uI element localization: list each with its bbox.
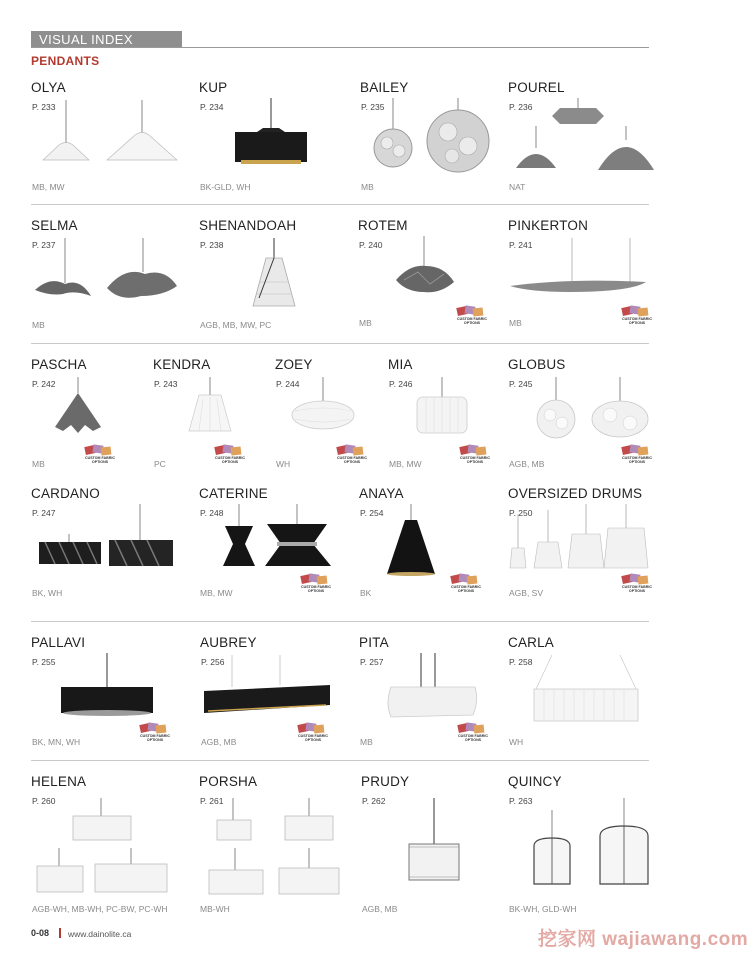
custom-fabric-swatch: CUSTOM FABRIC OPTIONS [456, 723, 490, 745]
custom-fabric-swatch: CUSTOM FABRIC OPTIONS [299, 574, 333, 596]
row-divider [31, 343, 649, 344]
page-number: 0-08 [31, 928, 50, 938]
section-title: PENDANTS [31, 54, 100, 68]
product-image [532, 655, 640, 725]
product-name: PASCHA [31, 357, 87, 372]
product-name: HELENA [31, 774, 87, 789]
product-finishes: WH [276, 459, 291, 469]
product-page: P. 243 [154, 379, 178, 389]
product-image [396, 236, 456, 306]
custom-fabric-swatch: CUSTOM FABRIC OPTIONS [455, 306, 489, 328]
product-page: P. 247 [32, 508, 56, 518]
product-finishes: MB, MW [32, 182, 65, 192]
product-page: P. 260 [32, 796, 56, 806]
product-finishes: BK-GLD, WH [200, 182, 251, 192]
product-image [185, 377, 235, 437]
row-divider [31, 760, 649, 761]
product-page: P. 254 [360, 508, 384, 518]
footer-url[interactable]: www.dainolite.ca [68, 929, 132, 939]
product-page: P. 241 [509, 240, 533, 250]
product-finishes: PC [154, 459, 166, 469]
product-page: P. 234 [200, 102, 224, 112]
product-finishes: MB [32, 320, 45, 330]
product-image [508, 504, 653, 574]
product-page: P. 257 [360, 657, 384, 667]
product-name: ZOEY [275, 357, 313, 372]
product-name: OLYA [31, 80, 66, 95]
product-image [516, 98, 651, 173]
product-name: CARLA [508, 635, 555, 650]
product-finishes: BK-WH, GLD-WH [509, 904, 577, 914]
footer-separator [59, 928, 61, 938]
custom-fabric-swatch: CUSTOM FABRIC OPTIONS [83, 445, 117, 467]
product-name: SELMA [31, 218, 78, 233]
product-page: P. 235 [361, 102, 385, 112]
product-finishes: BK, MN, WH [32, 737, 81, 747]
product-finishes: BK, WH [32, 588, 63, 598]
product-finishes: MB [509, 318, 522, 328]
watermark: 挖家网 wajiawang.com [538, 929, 749, 950]
product-finishes: MB [359, 318, 372, 328]
product-finishes: AGB, MB, MW, PC [200, 320, 272, 330]
product-page: P. 255 [32, 657, 56, 667]
product-name: SHENANDOAH [199, 218, 297, 233]
product-image [221, 504, 336, 569]
product-page: P. 237 [32, 240, 56, 250]
product-page: P. 238 [200, 240, 224, 250]
product-page: P. 242 [32, 379, 56, 389]
custom-fabric-swatch: CUSTOM FABRIC OPTIONS [138, 723, 172, 745]
product-page: P. 246 [389, 379, 413, 389]
product-finishes: MB [360, 737, 373, 747]
product-image [35, 798, 170, 898]
product-name: KENDRA [153, 357, 211, 372]
row-divider [31, 621, 649, 622]
product-finishes: AGB, MB [509, 459, 545, 469]
product-name: OVERSIZED DRUMS [508, 486, 643, 501]
product-image [407, 798, 463, 888]
row-divider [31, 204, 649, 205]
product-image [528, 798, 653, 888]
product-page: P. 261 [200, 796, 224, 806]
product-image [372, 98, 492, 173]
product-image [37, 504, 187, 569]
product-page: P. 245 [509, 379, 533, 389]
product-page: P. 240 [359, 240, 383, 250]
product-name: QUINCY [508, 774, 562, 789]
product-name: ROTEM [358, 218, 408, 233]
product-page: P. 263 [509, 796, 533, 806]
product-image [534, 377, 654, 437]
product-image [61, 653, 153, 723]
product-page: P. 233 [32, 102, 56, 112]
custom-fabric-swatch: CUSTOM FABRIC OPTIONS [458, 445, 492, 467]
product-name: PALLAVI [31, 635, 86, 650]
product-finishes: MB [32, 459, 45, 469]
product-name: ANAYA [359, 486, 404, 501]
product-finishes: AGB, MB [201, 737, 237, 747]
product-page: P. 244 [276, 379, 300, 389]
product-name: GLOBUS [508, 357, 566, 372]
product-finishes: AGB-WH, MB-WH, PC-BW, PC-WH [32, 904, 168, 914]
product-finishes: AGB, SV [509, 588, 544, 598]
custom-fabric-swatch: CUSTOM FABRIC OPTIONS [620, 574, 654, 596]
product-image [291, 377, 355, 437]
product-image [53, 377, 103, 437]
product-image [385, 504, 437, 579]
product-name: AUBREY [200, 635, 257, 650]
product-image [39, 100, 189, 170]
product-image [510, 238, 650, 298]
product-name: CARDANO [31, 486, 100, 501]
product-name: PITA [359, 635, 389, 650]
product-finishes: NAT [509, 182, 526, 192]
product-page: P. 256 [201, 657, 225, 667]
custom-fabric-swatch: CUSTOM FABRIC OPTIONS [335, 445, 369, 467]
product-image [387, 653, 479, 723]
product-name: PRUDY [361, 774, 410, 789]
product-page: P. 262 [362, 796, 386, 806]
header-rule [31, 47, 649, 48]
product-name: MIA [388, 357, 413, 372]
product-image [235, 98, 307, 168]
custom-fabric-swatch: CUSTOM FABRIC OPTIONS [449, 574, 483, 596]
product-image [35, 238, 180, 308]
product-image [204, 655, 332, 717]
product-finishes: MB-WH [200, 904, 230, 914]
product-name: CATERINE [199, 486, 268, 501]
product-name: PORSHA [199, 774, 258, 789]
product-finishes: MB, MW [389, 459, 422, 469]
product-name: BAILEY [360, 80, 409, 95]
product-name: KUP [199, 80, 228, 95]
product-finishes: AGB, MB [362, 904, 398, 914]
product-page: P. 250 [509, 508, 533, 518]
product-name: POUREL [508, 80, 565, 95]
product-image [207, 794, 342, 899]
product-finishes: MB [361, 182, 374, 192]
custom-fabric-swatch: CUSTOM FABRIC OPTIONS [213, 445, 247, 467]
product-page: P. 248 [200, 508, 224, 518]
product-finishes: WH [509, 737, 524, 747]
product-finishes: MB, MW [200, 588, 233, 598]
product-image [416, 377, 468, 437]
product-page: P. 258 [509, 657, 533, 667]
page-title: VISUAL INDEX [39, 32, 133, 47]
custom-fabric-swatch: CUSTOM FABRIC OPTIONS [620, 306, 654, 328]
custom-fabric-swatch: CUSTOM FABRIC OPTIONS [620, 445, 654, 467]
product-name: PINKERTON [508, 218, 589, 233]
product-image [249, 238, 299, 308]
custom-fabric-swatch: CUSTOM FABRIC OPTIONS [296, 723, 330, 745]
product-finishes: BK [360, 588, 372, 598]
product-page: P. 236 [509, 102, 533, 112]
